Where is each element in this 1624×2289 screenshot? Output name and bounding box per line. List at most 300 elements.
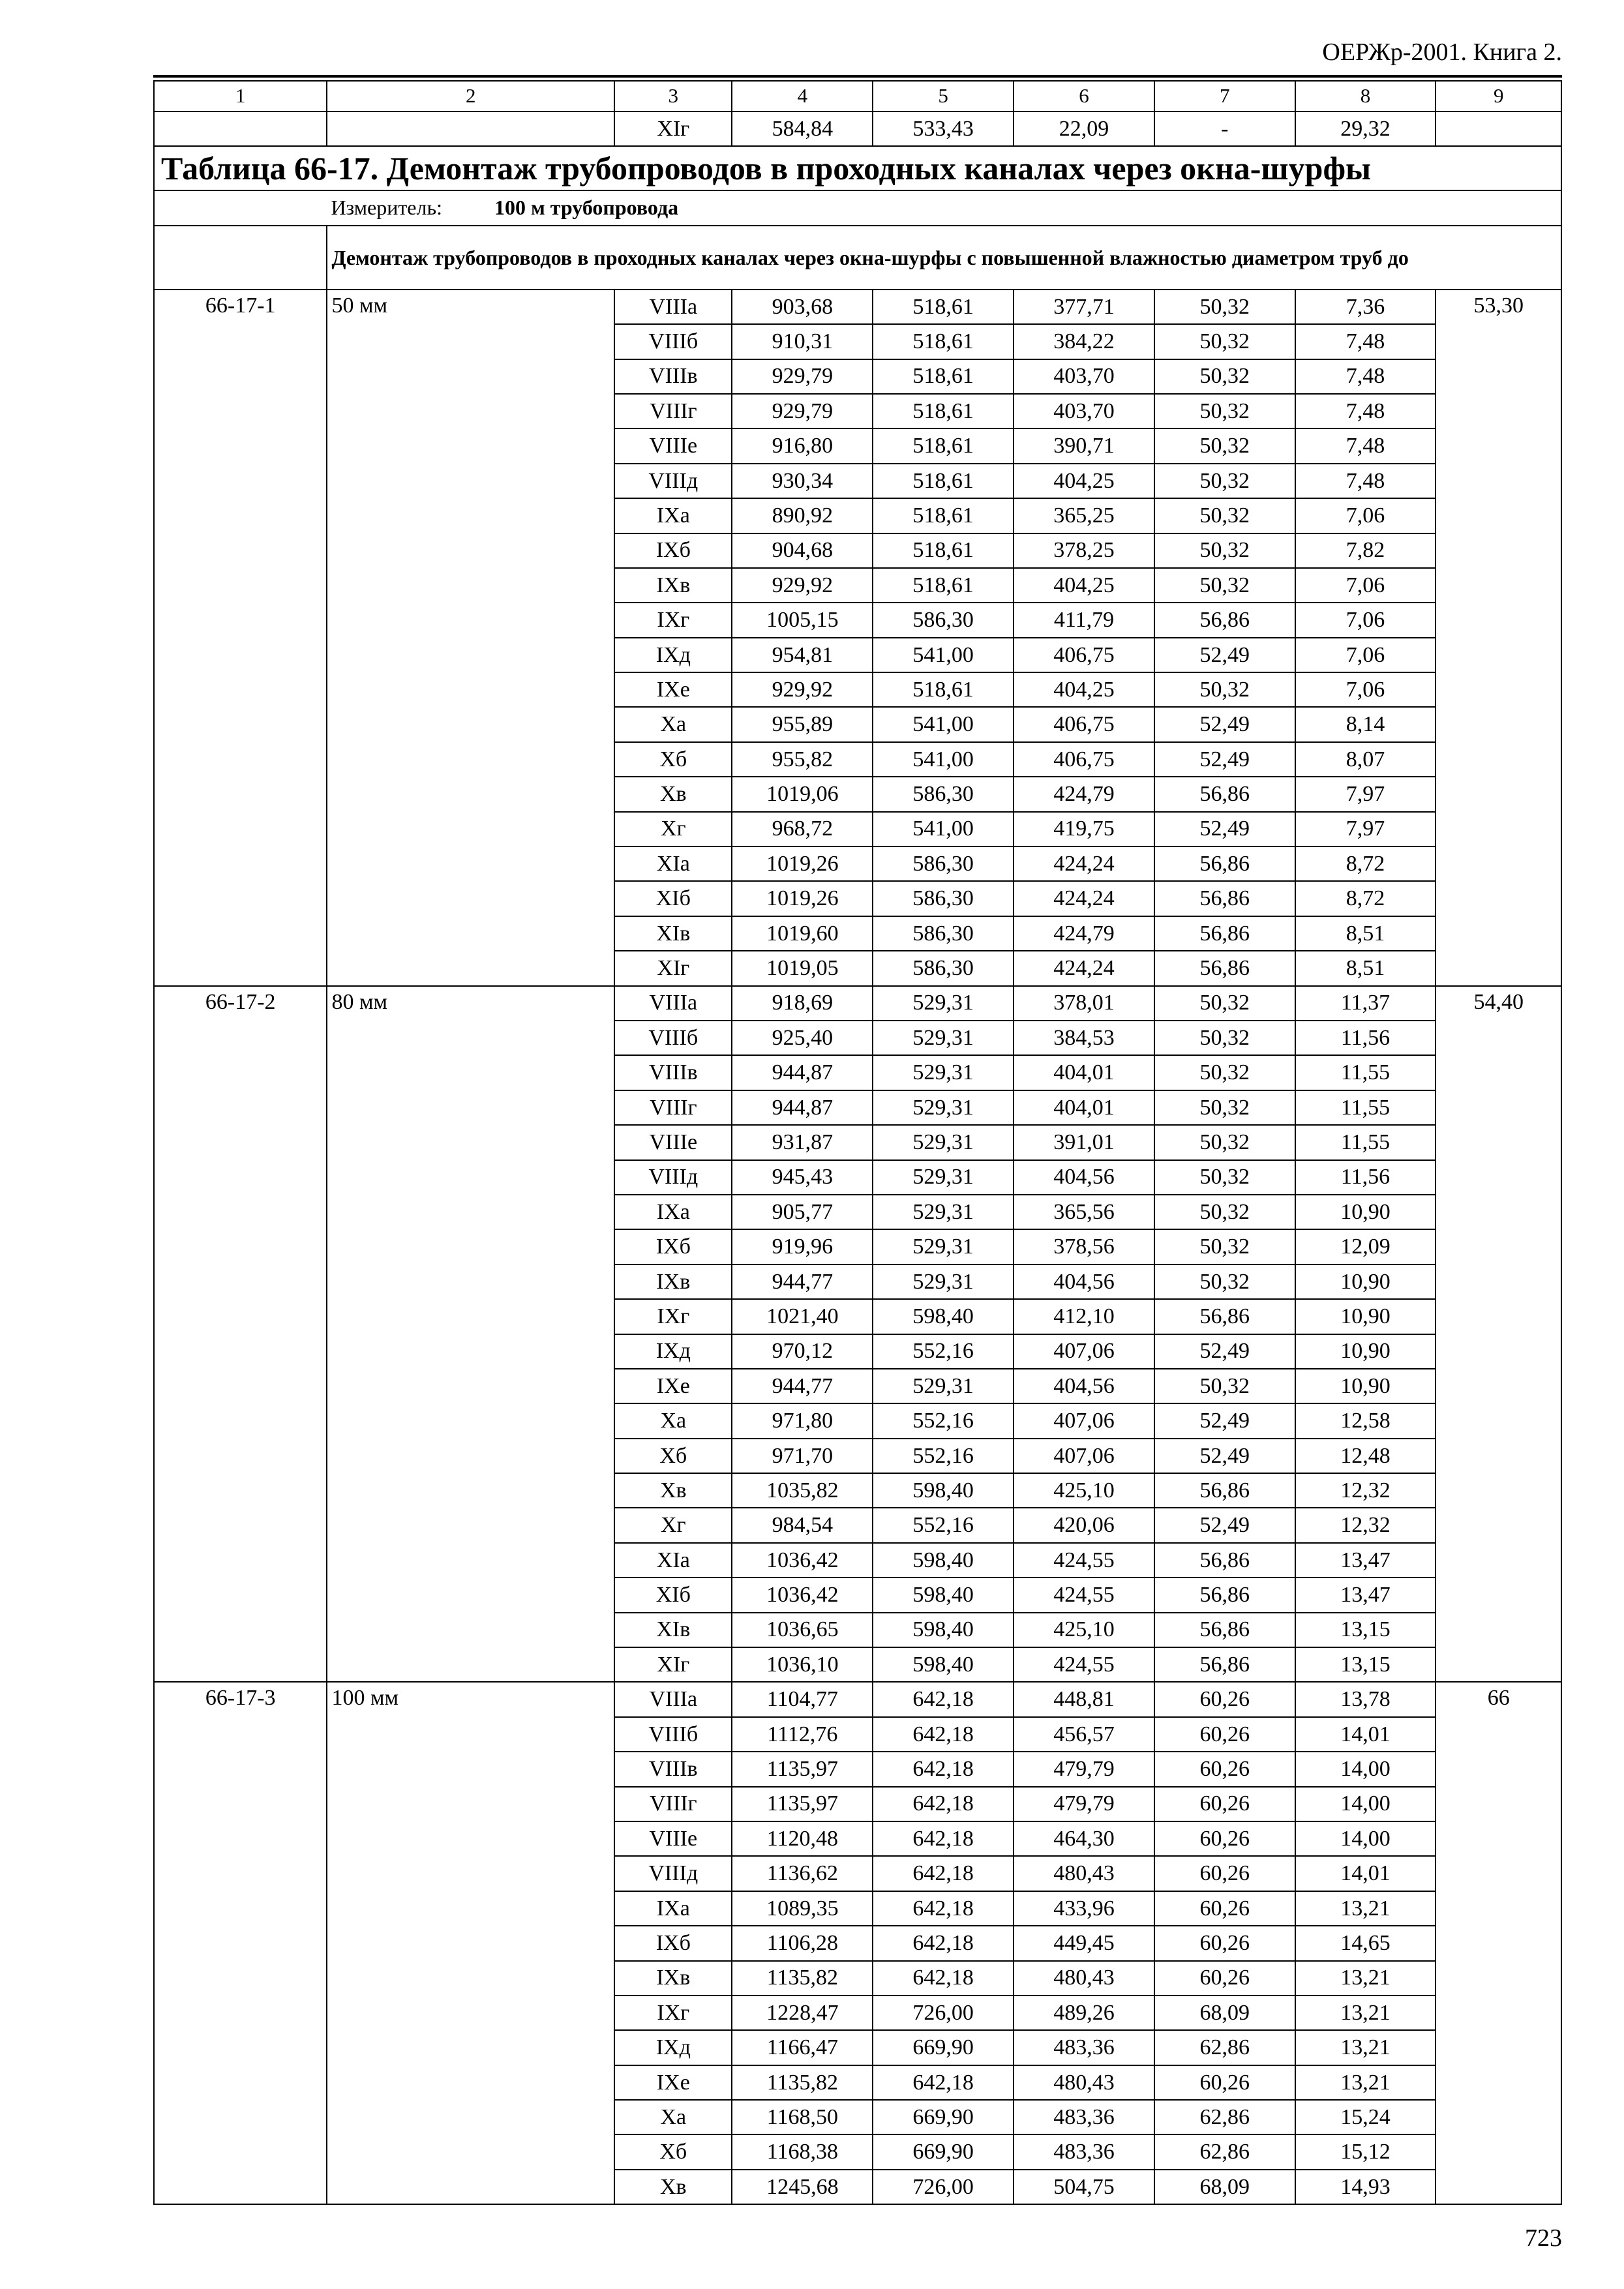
col-num: 7 (1154, 81, 1295, 112)
table-cell: 404,56 (1014, 1369, 1154, 1403)
table-cell: 598,40 (873, 1647, 1014, 1682)
zone-code: VIIIд (614, 464, 732, 498)
table-cell: 68,09 (1154, 1996, 1295, 2030)
table-cell: 1168,38 (732, 2134, 873, 2169)
table-cell: 60,26 (1154, 2065, 1295, 2100)
table-cell: 13,21 (1295, 2065, 1436, 2100)
table-cell: 13,47 (1295, 1578, 1436, 1612)
table-cell: 598,40 (873, 1473, 1014, 1508)
table-cell: 916,80 (732, 428, 873, 463)
table-cell: 944,87 (732, 1090, 873, 1125)
table-cell: 60,26 (1154, 1752, 1295, 1786)
zone-code: VIIIг (614, 394, 732, 428)
table-cell: 404,25 (1014, 672, 1154, 707)
table-cell: 404,56 (1014, 1264, 1154, 1299)
table-cell: 50,32 (1154, 1160, 1295, 1195)
table-cell: 52,49 (1154, 1403, 1295, 1438)
zone-code: IXв (614, 1961, 732, 1996)
labor-cost: 54,40 (1436, 986, 1561, 1683)
zone-code: IXв (614, 1264, 732, 1299)
table-cell: 905,77 (732, 1195, 873, 1229)
table-cell: 14,01 (1295, 1856, 1436, 1891)
table-cell: 944,77 (732, 1264, 873, 1299)
table-cell: 7,36 (1295, 290, 1436, 324)
table-cell: 378,56 (1014, 1229, 1154, 1264)
table-row (154, 290, 1561, 324)
table-cell: 50,32 (1154, 290, 1295, 324)
table-cell: 541,00 (873, 812, 1014, 846)
table-cell: 984,54 (732, 1508, 873, 1542)
table-row (154, 1682, 1561, 1716)
measure-value: 100 м трубопровода (494, 196, 679, 220)
table-cell: 1135,97 (732, 1787, 873, 1821)
zone-code: XIв (614, 1613, 732, 1647)
table-cell: 483,36 (1014, 2030, 1154, 2065)
table-cell: 642,18 (873, 1961, 1014, 1996)
table-cell: 10,90 (1295, 1299, 1436, 1334)
table-cell: 424,55 (1014, 1647, 1154, 1682)
table-cell: 529,31 (873, 1264, 1014, 1299)
zone-code: IXе (614, 672, 732, 707)
table-cell: 11,55 (1295, 1125, 1436, 1159)
table-cell: 586,30 (873, 603, 1014, 637)
table-cell: 518,61 (873, 498, 1014, 533)
zone-code: VIIIе (614, 1821, 732, 1856)
zone-code: Xа (614, 707, 732, 741)
table-cell: 1166,47 (732, 2030, 873, 2065)
table-cell: 1036,42 (732, 1543, 873, 1578)
zone-code: XIг (614, 951, 732, 985)
section-description: Демонтаж трубопроводов в проходных каналах через окна-шурфы с повышенной влажностью диаметром труб до (327, 226, 1561, 290)
table-cell: 7,06 (1295, 568, 1436, 603)
table-cell: 411,79 (1014, 603, 1154, 637)
table-cell: 60,26 (1154, 1926, 1295, 1960)
zone-code: IXв (614, 568, 732, 603)
pipe-diameter: 80 мм (327, 986, 614, 1683)
table-cell: 404,25 (1014, 464, 1154, 498)
zone-code: Xг (614, 812, 732, 846)
table-cell: 642,18 (873, 2065, 1014, 2100)
measure-label: Измеритель: (331, 196, 442, 220)
table-title: Таблица 66-17. Демонтаж трубопроводов в проходных каналах через окна-шурфы (154, 146, 1561, 190)
table-cell: 552,16 (873, 1508, 1014, 1542)
table-cell: 479,79 (1014, 1752, 1154, 1786)
table-cell: 598,40 (873, 1299, 1014, 1334)
zone-code: VIIIа (614, 1682, 732, 1716)
table-cell: 642,18 (873, 1891, 1014, 1926)
table-cell: 642,18 (873, 1717, 1014, 1752)
table-cell: 12,32 (1295, 1508, 1436, 1542)
table-cell: 424,79 (1014, 777, 1154, 811)
header-rule (153, 75, 1562, 78)
table-cell: 50,32 (1154, 1195, 1295, 1229)
table-cell: 480,43 (1014, 1961, 1154, 1996)
col-num: 6 (1014, 81, 1154, 112)
table-cell: 1106,28 (732, 1926, 873, 1960)
table-cell: 944,87 (732, 1055, 873, 1090)
table-cell: 449,45 (1014, 1926, 1154, 1960)
table-cell: 1019,06 (732, 777, 873, 811)
table-cell: 12,48 (1295, 1439, 1436, 1473)
description-row (154, 226, 1561, 290)
table-cell: 919,96 (732, 1229, 873, 1264)
zone-code: VIIIа (614, 986, 732, 1021)
table-cell: 12,58 (1295, 1403, 1436, 1438)
table-cell: 365,25 (1014, 498, 1154, 533)
table-cell: 518,61 (873, 428, 1014, 463)
zone-code: Xг (614, 1508, 732, 1542)
table-cell: 448,81 (1014, 1682, 1154, 1716)
table-cell: 7,06 (1295, 672, 1436, 707)
table-cell: 50,32 (1154, 1021, 1295, 1055)
table-cell: 929,79 (732, 394, 873, 428)
table-cell: 1036,42 (732, 1578, 873, 1612)
table-cell: 918,69 (732, 986, 873, 1021)
table-cell: 52,49 (1154, 1508, 1295, 1542)
table-cell: 52,49 (1154, 742, 1295, 777)
table-cell: 464,30 (1014, 1821, 1154, 1856)
table-cell: 529,31 (873, 1160, 1014, 1195)
zone-code: IXд (614, 638, 732, 672)
table-cell: 480,43 (1014, 1856, 1154, 1891)
zone-code: Xв (614, 1473, 732, 1508)
table-cell: 929,79 (732, 359, 873, 394)
table-cell: 669,90 (873, 2030, 1014, 2065)
zone-code: IXа (614, 1195, 732, 1229)
table-title-row (154, 146, 1561, 190)
table-cell: 1136,62 (732, 1856, 873, 1891)
table-cell: 1112,76 (732, 1717, 873, 1752)
table-cell: 529,31 (873, 1055, 1014, 1090)
table-cell: 8,07 (1295, 742, 1436, 777)
table-cell: 7,48 (1295, 324, 1436, 359)
table-cell: 404,01 (1014, 1055, 1154, 1090)
table-cell: 642,18 (873, 1856, 1014, 1891)
table-cell: 365,56 (1014, 1195, 1154, 1229)
table-cell: 642,18 (873, 1821, 1014, 1856)
zone-code: IXа (614, 1891, 732, 1926)
table-cell: 1135,82 (732, 2065, 873, 2100)
table-cell: 504,75 (1014, 2170, 1154, 2204)
table-cell: 407,06 (1014, 1439, 1154, 1473)
table-cell: 14,93 (1295, 2170, 1436, 2204)
zone-code: IXд (614, 1334, 732, 1369)
table-cell: 971,70 (732, 1439, 873, 1473)
table-cell: 406,75 (1014, 707, 1154, 741)
table-cell: 10,90 (1295, 1195, 1436, 1229)
table-cell: 60,26 (1154, 1682, 1295, 1716)
table-cell: 56,86 (1154, 1647, 1295, 1682)
table-cell: 62,86 (1154, 2100, 1295, 2134)
table-cell: 726,00 (873, 2170, 1014, 2204)
zone-code: VIIIв (614, 359, 732, 394)
table-cell: 1104,77 (732, 1682, 873, 1716)
table-cell: 50,32 (1154, 498, 1295, 533)
table-cell: 586,30 (873, 846, 1014, 881)
table-cell: 1021,40 (732, 1299, 873, 1334)
table-cell: 10,90 (1295, 1369, 1436, 1403)
table-cell (327, 112, 614, 146)
table-cell: 598,40 (873, 1613, 1014, 1647)
table-cell: 518,61 (873, 324, 1014, 359)
table-cell: 14,00 (1295, 1787, 1436, 1821)
zone-code: XIг (614, 1647, 732, 1682)
zone-code: XIб (614, 881, 732, 916)
table-cell: 14,00 (1295, 1821, 1436, 1856)
table-cell: 56,86 (1154, 603, 1295, 637)
col-num: 9 (1436, 81, 1561, 112)
zone-code: Xв (614, 777, 732, 811)
table-cell: 425,10 (1014, 1613, 1154, 1647)
table-cell: 50,32 (1154, 672, 1295, 707)
table-cell: 642,18 (873, 1752, 1014, 1786)
table-cell: 1089,35 (732, 1891, 873, 1926)
table-cell: 11,56 (1295, 1021, 1436, 1055)
rate-code: 66-17-1 (154, 290, 327, 986)
table-cell: 968,72 (732, 812, 873, 846)
column-numbers-row (154, 81, 1561, 112)
table-cell: 404,01 (1014, 1090, 1154, 1125)
table-cell: 56,86 (1154, 881, 1295, 916)
table-cell: 407,06 (1014, 1403, 1154, 1438)
table-cell: 50,32 (1154, 1264, 1295, 1299)
table-cell: 11,56 (1295, 1160, 1436, 1195)
table-cell: 489,26 (1014, 1996, 1154, 2030)
table-cell: 529,31 (873, 1021, 1014, 1055)
table-cell: 377,71 (1014, 290, 1154, 324)
table-cell: 13,15 (1295, 1647, 1436, 1682)
table-cell: 13,21 (1295, 1891, 1436, 1926)
table-cell: 529,31 (873, 1369, 1014, 1403)
table-cell: 518,61 (873, 394, 1014, 428)
table-cell: 7,06 (1295, 603, 1436, 637)
table-cell: 552,16 (873, 1334, 1014, 1369)
table-cell: 456,57 (1014, 1717, 1154, 1752)
table-cell: 60,26 (1154, 1891, 1295, 1926)
table-cell: 50,32 (1154, 464, 1295, 498)
table-cell: 1135,82 (732, 1961, 873, 1996)
table-cell (154, 112, 327, 146)
table-cell: 10,90 (1295, 1264, 1436, 1299)
table-cell: 1228,47 (732, 1996, 873, 2030)
table-cell: 50,32 (1154, 324, 1295, 359)
table-cell: 1168,50 (732, 2100, 873, 2134)
table-cell: 13,15 (1295, 1613, 1436, 1647)
table-cell: - (1154, 112, 1295, 146)
zone-code: VIIIд (614, 1856, 732, 1891)
pipe-diameter: 100 мм (327, 1682, 614, 2204)
table-cell: 384,22 (1014, 324, 1154, 359)
zone-code: IXб (614, 533, 732, 568)
table-cell: XIг (614, 112, 732, 146)
table-cell: 929,92 (732, 568, 873, 603)
table-cell: 62,86 (1154, 2030, 1295, 2065)
rate-code: 66-17-3 (154, 1682, 327, 2204)
table-cell: 52,49 (1154, 1439, 1295, 1473)
table-cell: 552,16 (873, 1439, 1014, 1473)
table-cell: 390,71 (1014, 428, 1154, 463)
zone-code: IXб (614, 1926, 732, 1960)
table-cell: 586,30 (873, 777, 1014, 811)
table-cell: 11,37 (1295, 986, 1436, 1021)
table-cell: 971,80 (732, 1403, 873, 1438)
table-cell: 13,21 (1295, 1961, 1436, 1996)
table-cell: 11,55 (1295, 1055, 1436, 1090)
table-cell: 8,72 (1295, 881, 1436, 916)
table-cell: 7,06 (1295, 498, 1436, 533)
table-cell: 910,31 (732, 324, 873, 359)
zone-code: Xа (614, 1403, 732, 1438)
table-cell: 13,21 (1295, 1996, 1436, 2030)
zone-code: VIIIг (614, 1090, 732, 1125)
table-cell: 14,00 (1295, 1752, 1436, 1786)
zone-code: Xа (614, 2100, 732, 2134)
table-cell: 1019,05 (732, 951, 873, 985)
table-cell: 50,32 (1154, 428, 1295, 463)
table-cell: 518,61 (873, 568, 1014, 603)
table-cell: 420,06 (1014, 1508, 1154, 1542)
table-cell: 56,86 (1154, 777, 1295, 811)
table-cell: 483,36 (1014, 2134, 1154, 2169)
table-cell: 1035,82 (732, 1473, 873, 1508)
table-cell: 424,24 (1014, 951, 1154, 985)
table-cell: 403,70 (1014, 394, 1154, 428)
table-cell: 518,61 (873, 359, 1014, 394)
zone-code: VIIIд (614, 1160, 732, 1195)
zone-code: Xб (614, 2134, 732, 2169)
table-cell: 930,34 (732, 464, 873, 498)
table-cell: 955,82 (732, 742, 873, 777)
table-cell: 529,31 (873, 1195, 1014, 1229)
table-cell: 424,55 (1014, 1578, 1154, 1612)
table-cell: 384,53 (1014, 1021, 1154, 1055)
table-cell: 56,86 (1154, 1473, 1295, 1508)
table-cell (1436, 112, 1561, 146)
table-cell: 50,32 (1154, 568, 1295, 603)
table-cell: 13,21 (1295, 2030, 1436, 2065)
measure-cell (327, 190, 1561, 225)
table-cell: 945,43 (732, 1160, 873, 1195)
table-cell: 642,18 (873, 1787, 1014, 1821)
table-cell: 52,49 (1154, 638, 1295, 672)
col-num: 4 (732, 81, 873, 112)
table-cell: 8,51 (1295, 951, 1436, 985)
table-cell: 7,48 (1295, 359, 1436, 394)
table-cell: 586,30 (873, 951, 1014, 985)
table-row (154, 986, 1561, 1021)
col-num: 1 (154, 81, 327, 112)
table-cell: 50,32 (1154, 1055, 1295, 1090)
zone-code: IXд (614, 2030, 732, 2065)
table-cell: 52,49 (1154, 707, 1295, 741)
zone-code: IXа (614, 498, 732, 533)
table-cell: 407,06 (1014, 1334, 1154, 1369)
table-cell: 424,24 (1014, 881, 1154, 916)
zone-code: VIIIг (614, 1787, 732, 1821)
table-cell: 406,75 (1014, 638, 1154, 672)
table-cell: 60,26 (1154, 1961, 1295, 1996)
table-cell: 1019,26 (732, 846, 873, 881)
zone-code: VIIIб (614, 1021, 732, 1055)
table-cell: 50,32 (1154, 359, 1295, 394)
table-cell: 378,01 (1014, 986, 1154, 1021)
table-cell: 14,65 (1295, 1926, 1436, 1960)
table-cell: 52,49 (1154, 1334, 1295, 1369)
table-cell: 50,32 (1154, 1229, 1295, 1264)
table-cell: 929,92 (732, 672, 873, 707)
table-cell: 56,86 (1154, 846, 1295, 881)
table-cell: 56,86 (1154, 916, 1295, 951)
table-cell: 404,56 (1014, 1160, 1154, 1195)
table-cell: 56,86 (1154, 1578, 1295, 1612)
table-cell: 529,31 (873, 1125, 1014, 1159)
zone-code: VIIIв (614, 1055, 732, 1090)
labor-cost: 66 (1436, 1682, 1561, 2204)
zone-code: Xв (614, 2170, 732, 2204)
zone-code: IXе (614, 1369, 732, 1403)
table-cell: 480,43 (1014, 2065, 1154, 2100)
col-num: 5 (873, 81, 1014, 112)
table-cell: 419,75 (1014, 812, 1154, 846)
table-cell: 529,31 (873, 1229, 1014, 1264)
table-cell: 50,32 (1154, 533, 1295, 568)
table-cell: 10,90 (1295, 1334, 1436, 1369)
table-cell: 433,96 (1014, 1891, 1154, 1926)
table-cell: 404,25 (1014, 568, 1154, 603)
table-cell: 529,31 (873, 986, 1014, 1021)
table-cell: 7,48 (1295, 428, 1436, 463)
table-cell: 50,32 (1154, 1369, 1295, 1403)
zone-code: XIв (614, 916, 732, 951)
zone-code: VIIIа (614, 290, 732, 324)
table-cell: 598,40 (873, 1578, 1014, 1612)
table-cell: 1036,65 (732, 1613, 873, 1647)
table-cell: 1005,15 (732, 603, 873, 637)
table-cell: 7,82 (1295, 533, 1436, 568)
table-cell: 378,25 (1014, 533, 1154, 568)
table-cell: 955,89 (732, 707, 873, 741)
table-cell: 1036,10 (732, 1647, 873, 1682)
table-cell: 424,79 (1014, 916, 1154, 951)
table-cell: 1135,97 (732, 1752, 873, 1786)
table-cell: 7,48 (1295, 394, 1436, 428)
table-cell: 50,32 (1154, 394, 1295, 428)
zone-code: IXе (614, 2065, 732, 2100)
zone-code: IXг (614, 603, 732, 637)
table-cell: 1019,60 (732, 916, 873, 951)
table-cell: 12,09 (1295, 1229, 1436, 1264)
zone-code: VIIIе (614, 428, 732, 463)
table-cell: 15,12 (1295, 2134, 1436, 2169)
zone-code: VIIIб (614, 324, 732, 359)
table-cell: 541,00 (873, 638, 1014, 672)
table-cell: 7,48 (1295, 464, 1436, 498)
table-cell: 15,24 (1295, 2100, 1436, 2134)
table-cell: 412,10 (1014, 1299, 1154, 1334)
zone-code: VIIIе (614, 1125, 732, 1159)
zone-code: IXг (614, 1299, 732, 1334)
table-cell: 541,00 (873, 707, 1014, 741)
table-cell: 518,61 (873, 464, 1014, 498)
table-cell: 1245,68 (732, 2170, 873, 2204)
table-cell: 29,32 (1295, 112, 1436, 146)
page-number: 723 (1525, 2224, 1562, 2252)
table-cell: 586,30 (873, 916, 1014, 951)
table-cell: 62,86 (1154, 2134, 1295, 2169)
table-cell: 50,32 (1154, 1125, 1295, 1159)
zone-code: XIа (614, 1543, 732, 1578)
table-cell: 1120,48 (732, 1821, 873, 1856)
